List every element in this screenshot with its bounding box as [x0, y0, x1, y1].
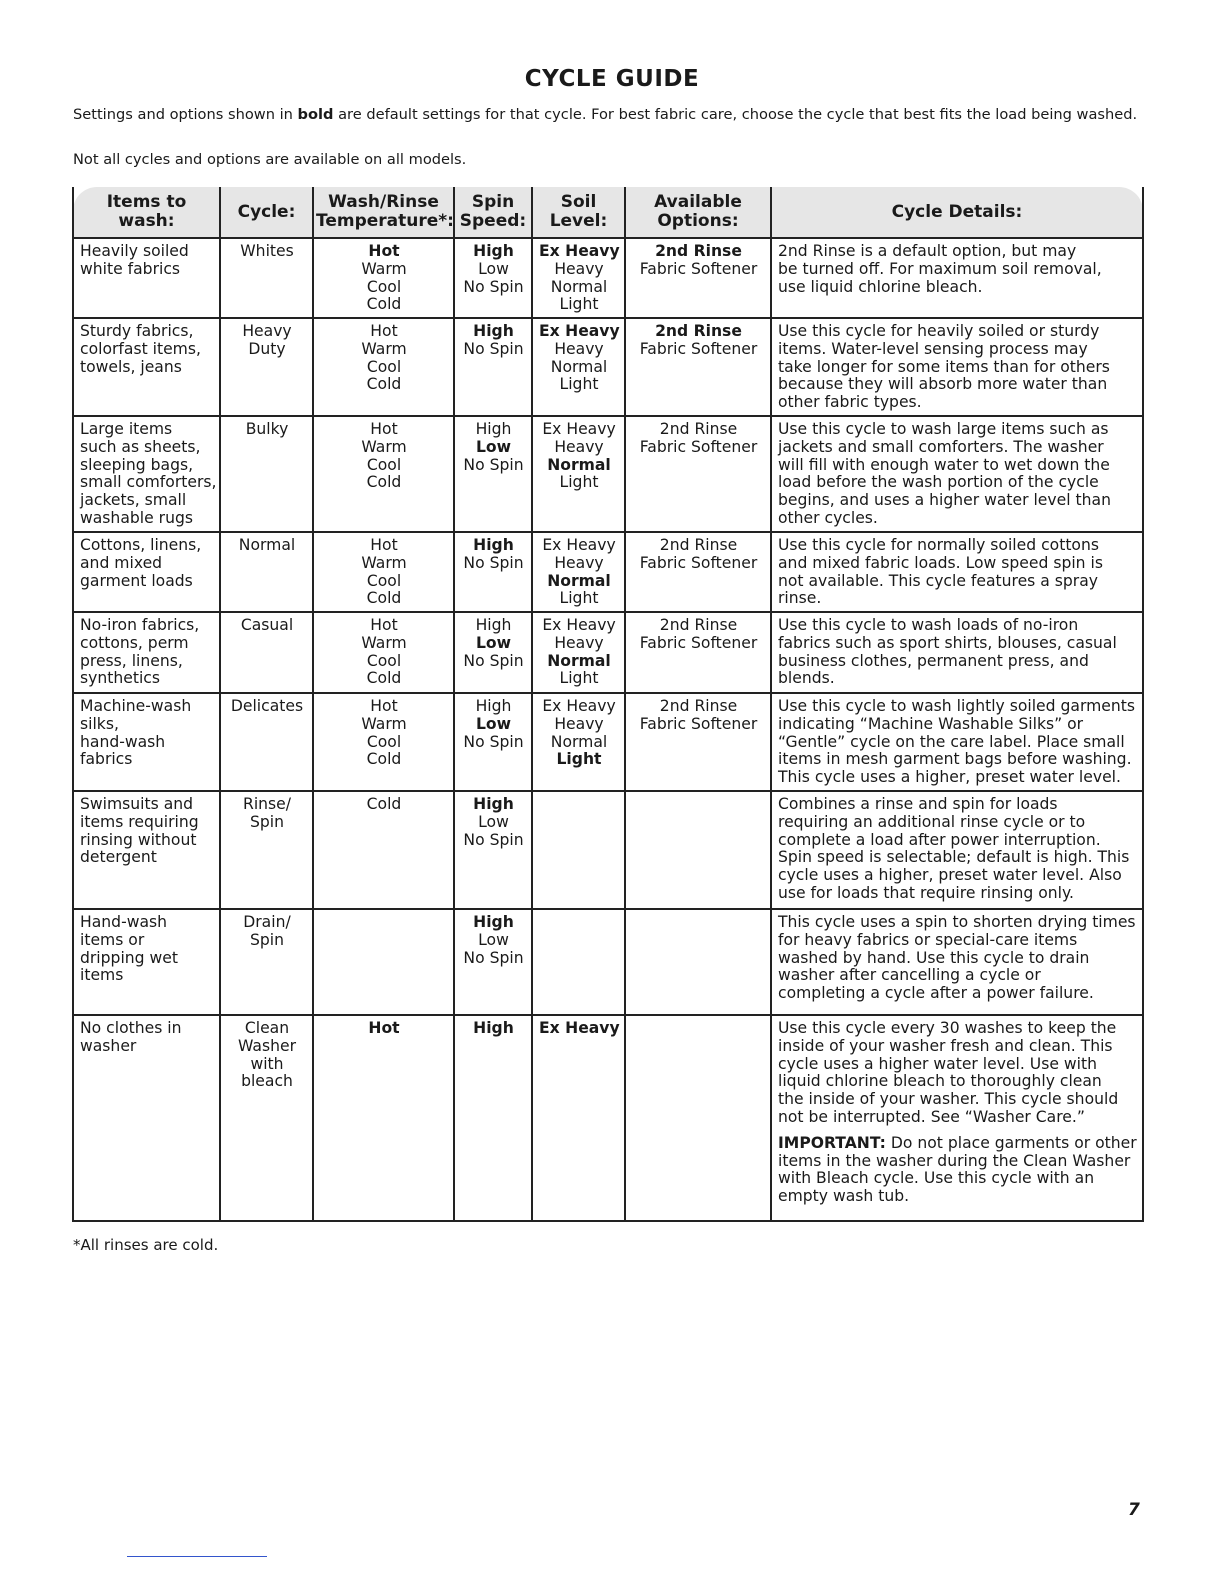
cell-line: synthetics [80, 669, 160, 688]
temperature-cell [313, 1015, 454, 1221]
cell-line: completing a cycle after a power failure. [778, 984, 1094, 1003]
options-cell [625, 612, 771, 693]
cell-line: Cool [366, 651, 402, 670]
temperature-cell [313, 238, 454, 318]
cell-line: Heavy [554, 553, 604, 572]
cell-line: High [475, 616, 512, 634]
cell-line: Low [475, 714, 512, 733]
cell-line: cycle uses a higher water level. Use with [778, 1054, 1097, 1073]
cell-line: and mixed [80, 553, 163, 572]
cell-line: cycle uses a higher, preset water level. Also [778, 866, 1122, 885]
cell-line: Machine-wash [80, 697, 192, 715]
cycle-details-cell [771, 909, 1143, 1015]
temperature-cell [313, 909, 454, 1015]
cycle-details-cell [771, 612, 1143, 693]
cell-line: detergent [80, 848, 157, 867]
spin-speed-cell [454, 791, 532, 909]
cell-line: inside of your washer fresh and clean. This [778, 1036, 1113, 1055]
soil-level-cell [532, 612, 625, 693]
header-temperature: Wash/Rinse Temperature*: [313, 187, 454, 238]
cell-line: 2nd Rinse [659, 697, 738, 715]
table-row [73, 238, 1143, 318]
cycle-details-cell [771, 416, 1143, 532]
cycle-cell [220, 909, 313, 1015]
cell-line: silks, [80, 714, 119, 733]
intro-text-bold: bold [297, 106, 334, 123]
cycle-details-cell [771, 1015, 1143, 1221]
cell-line: press, linens, [80, 651, 183, 670]
cell-line: for heavy fabrics or special-care items [778, 930, 1078, 949]
cell-line: Low [478, 930, 509, 949]
cell-line: Heavy [554, 714, 604, 733]
cell-line: Delicates [230, 697, 304, 715]
cell-line: not available. This cycle features a spray rinse. [778, 571, 1098, 608]
spin-speed-cell [454, 318, 532, 416]
cell-line: fabrics [80, 750, 133, 769]
cell-line: Warm [361, 437, 407, 456]
table-row [73, 693, 1143, 791]
temperature-cell [313, 693, 454, 791]
cell-line: 2nd Rinse [659, 616, 738, 634]
cell-line: Normal [550, 357, 608, 376]
cell-line: complete a load after power interruption. [778, 830, 1101, 849]
soil-level-cell [532, 909, 625, 1015]
cell-line: jackets, small [80, 491, 187, 510]
temperature-cell [313, 318, 454, 416]
cell-line: Cool [366, 357, 402, 376]
items-cell [73, 693, 220, 791]
important-label: IMPORTANT: [778, 1133, 886, 1152]
cell-line: Fabric Softener [639, 633, 758, 652]
cell-line: Heavy [242, 322, 292, 340]
cycle-cell [220, 532, 313, 612]
cell-line: Use this cycle to wash loads of no-iron [778, 616, 1079, 634]
cell-line: hand-wash [80, 732, 166, 751]
cell-line: Fabric Softener [639, 259, 758, 278]
soil-level-cell [532, 416, 625, 532]
cell-line: Hot [370, 536, 398, 554]
cell-line: High [473, 536, 514, 554]
cell-line: 2nd Rinse [655, 242, 742, 260]
cell-line: be turned off. For maximum soil removal, [778, 259, 1102, 278]
cycle-cell [220, 238, 313, 318]
cell-line: Normal [238, 536, 296, 554]
options-cell [625, 318, 771, 416]
cell-line: 2nd Rinse [659, 536, 738, 554]
important-text: Do not place garments or other items in the washer during the Clean Washer with Bleach cycle. Use this cycle with an empty wash tub. [778, 1133, 1137, 1206]
options-cell [625, 416, 771, 532]
cell-line: Low [475, 437, 512, 456]
cell-line: Cold [366, 589, 402, 608]
cell-line: Clean [244, 1019, 290, 1037]
cell-line: Cool [366, 732, 402, 751]
temperature-cell [313, 612, 454, 693]
cycle-details-cell [771, 318, 1143, 416]
cycle-details-cell [771, 238, 1143, 318]
important-note [778, 1135, 1137, 1206]
cell-line: white fabrics [80, 259, 181, 278]
cell-line: Hot [370, 697, 398, 715]
cell-line: Cold [366, 669, 402, 688]
cell-line: Normal [547, 455, 611, 474]
cell-line: Use this cycle to wash lightly soiled garments [778, 697, 1135, 715]
cell-line: Casual [240, 616, 294, 634]
header-cycle: Cycle: [220, 187, 313, 238]
cell-line: High [473, 913, 514, 931]
cell-line: Sturdy fabrics, [80, 322, 194, 340]
cell-line: not be interrupted. See “Washer Care.” [778, 1107, 1085, 1126]
cycle-guide-table [72, 187, 1144, 1222]
cell-line: Swimsuits and [80, 795, 194, 813]
table-row [73, 1015, 1143, 1221]
cell-line: indicating “Machine Washable Silks” or [778, 714, 1084, 733]
cell-line: High [473, 322, 514, 340]
cell-line: Low [478, 812, 509, 831]
soil-level-cell [532, 693, 625, 791]
cycle-cell [220, 416, 313, 532]
cell-line: 2nd Rinse [655, 322, 742, 340]
cell-line: Warm [361, 553, 407, 572]
spin-speed-cell [454, 238, 532, 318]
items-cell [73, 909, 220, 1015]
cell-line: take longer for some items than for others [778, 357, 1110, 376]
items-cell [73, 416, 220, 532]
table-row [73, 416, 1143, 532]
cell-line: Cool [366, 455, 402, 474]
soil-level-cell [532, 318, 625, 416]
spin-speed-cell [454, 1015, 532, 1221]
cycle-details-cell [771, 791, 1143, 909]
cell-line: Ex Heavy [542, 697, 616, 715]
temperature-cell [313, 532, 454, 612]
header-options: Available Options: [625, 187, 771, 238]
cell-line: Heavy [554, 339, 604, 358]
cell-line: Large items [80, 420, 173, 438]
cell-line: 2nd Rinse is a default option, but may [778, 242, 1077, 260]
cell-line: Rinse/ [242, 795, 292, 813]
cell-line: Cold [366, 473, 402, 492]
cell-line: No Spin [463, 948, 524, 967]
cell-line: jackets and small comforters. The washer [778, 437, 1104, 456]
cell-line: sleeping bags, [80, 455, 194, 474]
cell-line: Washer [238, 1036, 296, 1055]
cell-line: High [475, 420, 512, 438]
cell-line: Normal [550, 732, 608, 751]
cell-line: No Spin [463, 553, 524, 572]
cell-line: colorfast items, [80, 339, 201, 358]
cell-line: use liquid chlorine bleach. [778, 277, 983, 296]
cycle-cell [220, 693, 313, 791]
cell-line: Hot [370, 420, 398, 438]
cell-line: Light [559, 295, 599, 314]
cycle-details-cell [771, 532, 1143, 612]
header-row [73, 187, 1143, 238]
cell-line: Normal [550, 277, 608, 296]
intro-paragraph [73, 106, 1153, 124]
cell-line: Ex Heavy [542, 616, 616, 634]
table-row [73, 318, 1143, 416]
cell-line: Light [559, 473, 599, 492]
table-row [73, 791, 1143, 909]
cell-line: No clothes in [80, 1019, 182, 1037]
intro-text-start: Settings and options shown in [73, 106, 298, 123]
cell-line: and mixed fabric loads. Low speed spin is [778, 553, 1103, 572]
cell-line: “Gentle” cycle on the care label. Place small [778, 732, 1125, 751]
options-cell [625, 238, 771, 318]
cell-line: washer [80, 1036, 137, 1055]
cell-line: load before the wash portion of the cycle [778, 473, 1099, 492]
cell-line: Warm [361, 339, 407, 358]
cell-line: Hot [370, 616, 398, 634]
cell-line: Light [559, 375, 599, 394]
header-items: Items to wash: [73, 187, 220, 238]
cell-line: Light [556, 750, 602, 769]
cell-line: Ex Heavy [539, 1019, 620, 1037]
cell-line: fabrics such as sport shirts, blouses, casual [778, 633, 1117, 652]
cell-line: use for loads that require rinsing only. [778, 883, 1074, 902]
cell-line: Fabric Softener [639, 437, 758, 456]
cell-line: Whites [240, 242, 294, 260]
cell-line: Cool [366, 571, 402, 590]
cell-line: Cold [366, 295, 402, 314]
options-cell [625, 909, 771, 1015]
spin-speed-cell [454, 909, 532, 1015]
cell-line: No Spin [463, 651, 524, 670]
table-row [73, 612, 1143, 693]
intro-text-end: are default settings for that cycle. For best fabric care, choose the cycle that best fits the load being washed. [333, 106, 1138, 123]
bottom-rule [127, 1556, 267, 1557]
cell-line: Hot [368, 1019, 400, 1037]
spin-speed-cell [454, 532, 532, 612]
availability-note: Not all cycles and options are available on all models. [73, 151, 467, 168]
cell-line: Warm [361, 259, 407, 278]
header-cycle-details: Cycle Details: [771, 187, 1143, 238]
spin-speed-cell [454, 416, 532, 532]
cell-line: such as sheets, [80, 437, 201, 456]
cell-line: begins, and uses a higher water level than [778, 491, 1111, 510]
cell-line: High [473, 242, 514, 260]
cell-line: the inside of your washer. This cycle should [778, 1090, 1119, 1109]
cell-line: 2nd Rinse [659, 420, 738, 438]
cycle-cell [220, 318, 313, 416]
cell-line: Spin [249, 812, 284, 831]
cell-line: No Spin [463, 455, 524, 474]
items-cell [73, 1015, 220, 1221]
cell-line: Ex Heavy [539, 322, 620, 340]
cell-line: because they will absorb more water than [778, 375, 1108, 394]
cell-line: Ex Heavy [542, 420, 616, 438]
cell-line: This cycle uses a higher, preset water level. [778, 768, 1121, 787]
cell-line: Cold [366, 750, 402, 769]
cell-line: Hot [370, 322, 398, 340]
cell-line: rinsing without [80, 830, 197, 849]
cell-line: No Spin [463, 732, 524, 751]
cell-line: Ex Heavy [542, 536, 616, 554]
footnote: *All rinses are cold. [73, 1236, 219, 1254]
cell-line: washer after cancelling a cycle or [778, 966, 1041, 985]
items-cell [73, 791, 220, 909]
cell-line: bleach [241, 1072, 293, 1091]
cell-line: Warm [361, 714, 407, 733]
soil-level-cell [532, 791, 625, 909]
cell-line: Duty [248, 339, 286, 358]
cell-line: small comforters, [80, 473, 217, 492]
cell-line: items [80, 966, 124, 985]
cycle-cell [220, 612, 313, 693]
cell-line: Warm [361, 633, 407, 652]
cell-line: dripping wet [80, 948, 178, 967]
cell-line: items requiring [80, 812, 199, 831]
table-row [73, 532, 1143, 612]
items-cell [73, 318, 220, 416]
cell-line: blends. [778, 669, 835, 688]
header-spin-speed: Spin Speed: [454, 187, 532, 238]
cell-line: High [473, 795, 514, 813]
soil-level-cell [532, 532, 625, 612]
cell-line: will fill with enough water to wet down the [778, 455, 1110, 474]
cell-line: Use this cycle every 30 washes to keep the [778, 1019, 1117, 1037]
cell-line: No-iron fabrics, [80, 616, 200, 634]
temperature-cell [313, 791, 454, 909]
cell-line: Light [559, 669, 599, 688]
cell-line: Cold [366, 795, 402, 813]
options-cell [625, 532, 771, 612]
cell-line: Normal [547, 651, 611, 670]
temperature-cell [313, 416, 454, 532]
cell-line: Hand-wash [80, 913, 168, 931]
items-cell [73, 532, 220, 612]
cell-line: with [250, 1054, 284, 1073]
cell-line: washable rugs [80, 508, 193, 527]
cell-line: business clothes, permanent press, and [778, 651, 1089, 670]
cell-line: No Spin [463, 830, 524, 849]
cell-line: Cottons, linens, [80, 536, 202, 554]
options-cell [625, 693, 771, 791]
page-title: CYCLE GUIDE [524, 66, 700, 92]
spin-speed-cell [454, 612, 532, 693]
cell-line: Cold [366, 375, 402, 394]
cell-line: items in mesh garment bags before washing. [778, 750, 1132, 769]
cell-line: washed by hand. Use this cycle to drain [778, 948, 1090, 967]
spin-speed-cell [454, 693, 532, 791]
cell-line: This cycle uses a spin to shorten drying times [778, 913, 1136, 931]
cycle-cell [220, 791, 313, 909]
cell-line: Fabric Softener [639, 714, 758, 733]
cell-line: Fabric Softener [639, 553, 758, 572]
cell-line: Use this cycle for heavily soiled or sturdy [778, 322, 1100, 340]
cell-line: items or [80, 930, 145, 949]
cell-line: requiring an additional rinse cycle or to [778, 812, 1086, 831]
cell-line: Low [478, 259, 509, 278]
cycle-cell [220, 1015, 313, 1221]
table-row [73, 909, 1143, 1015]
cell-line: Cool [366, 277, 402, 296]
cell-line: Hot [368, 242, 400, 260]
header-soil-level: Soil Level: [532, 187, 625, 238]
items-cell [73, 612, 220, 693]
cell-line: Use this cycle to wash large items such as [778, 420, 1109, 438]
cell-line: No Spin [463, 339, 524, 358]
cell-line: Fabric Softener [639, 339, 758, 358]
options-cell [625, 1015, 771, 1221]
cell-line: Light [559, 589, 599, 608]
page-number: 7 [1128, 1500, 1140, 1520]
cell-line: High [475, 697, 512, 715]
cell-line: Spin [249, 930, 284, 949]
cell-line: Drain/ [243, 913, 291, 931]
cell-line: Spin speed is selectable; default is high. This [778, 848, 1130, 867]
cell-line: cottons, perm [80, 633, 189, 652]
cell-line: Heavy [554, 259, 604, 278]
cell-line: other fabric types. [778, 393, 922, 412]
cell-line: liquid chlorine bleach to thoroughly clean [778, 1072, 1102, 1091]
cell-line: No Spin [463, 277, 524, 296]
cell-line: Ex Heavy [539, 242, 620, 260]
cell-line: Normal [547, 571, 611, 590]
cell-line: other cycles. [778, 508, 878, 527]
cell-line: Use this cycle for normally soiled cottons [778, 536, 1099, 554]
cell-line: garment loads [80, 571, 193, 590]
cycle-details-cell [771, 693, 1143, 791]
cell-line: Heavy [554, 633, 604, 652]
cell-line: Heavy [554, 437, 604, 456]
cell-line: Combines a rinse and spin for loads [778, 795, 1058, 813]
cell-line: Bulky [245, 420, 289, 438]
cell-line: items. Water-level sensing process may [778, 339, 1088, 358]
cell-line: towels, jeans [80, 357, 182, 376]
items-cell [73, 238, 220, 318]
soil-level-cell [532, 1015, 625, 1221]
options-cell [625, 791, 771, 909]
cell-line: Heavily soiled [80, 242, 189, 260]
cell-line: Low [475, 633, 512, 652]
soil-level-cell [532, 238, 625, 318]
cell-line: High [473, 1019, 514, 1037]
